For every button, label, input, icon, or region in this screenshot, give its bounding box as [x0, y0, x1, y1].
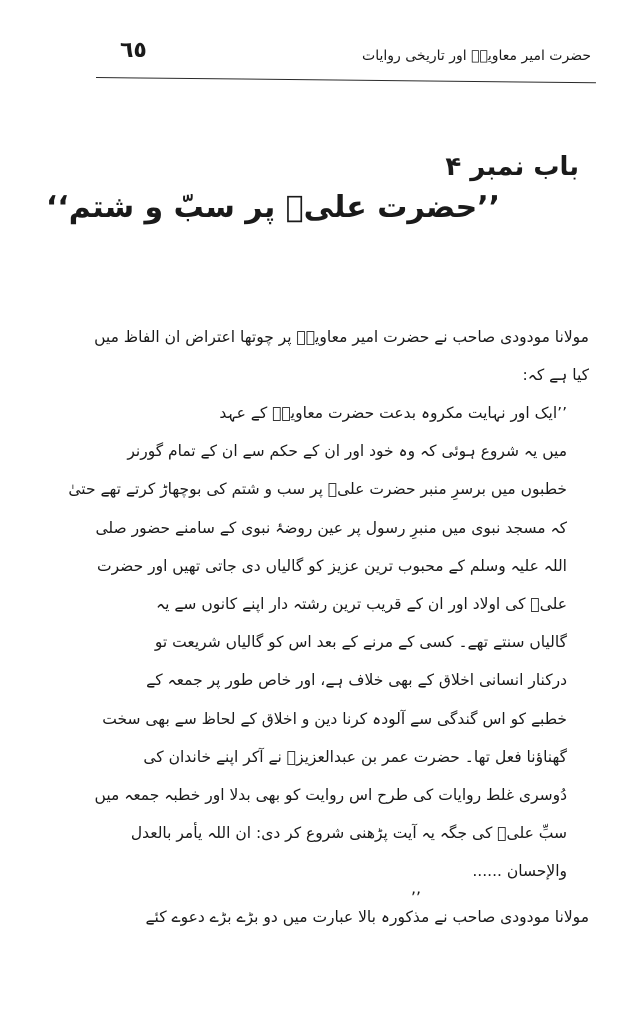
quote-line: سبِّ علیؓ کی جگہ یہ آیت پڑھنی شروع کر دی: ان اللہ یأمر بالعدل	[130, 824, 567, 843]
header-rule	[96, 77, 596, 83]
chapter-number: باب نمبر ۴	[445, 152, 579, 182]
quote-line: خطبے کو اس گندگی سے آلودہ کرنا دین و اخلاق کے لحاظ سے بھی سخت	[102, 709, 567, 728]
quote-line: گالیاں سنتے تھے۔ کسی کے مرنے کے بعد اس کو گالیاں شریعت تو	[154, 633, 567, 652]
quote-line: کہ مسجد نبوی میں منبرِ رسول پر عین روضۂ نبوی کے سامنے حضور صلی	[95, 518, 567, 537]
quote-line: گھناؤنا فعل تھا۔ حضرت عمر بن عبدالعزیزؒ نے آکر اپنے خاندان کی	[143, 747, 567, 766]
quote-line: علیؓ کی اولاد اور ان کے قریب ترین رشتہ دار اپنے کانوں سے یہ	[156, 595, 567, 614]
intro-paragraph	[33, 318, 589, 394]
chapter-title: ’’حضرت علیؓ پر سبّ و شتم‘‘	[46, 190, 500, 225]
quote-line: خطبوں میں برسرِ منبر حضرت علیؓ پر سب و شتم کی بوچھاڑ کرتے تھے حتیٰ	[68, 480, 567, 499]
quote-line: دُوسری غلط روایات کی طرح اس روایت کو بھی بدلا اور خطبہ جمعہ میں	[94, 786, 567, 805]
quote-line: والإحسان ......	[472, 862, 567, 881]
quote-line: درکنار انسانی اخلاق کے بھی خلاف ہے، اور خاص طور پر جمعہ کے	[146, 671, 567, 690]
running-header: حضرت امیر معاویہؓ اور تاریخی روایات	[362, 48, 591, 64]
intro-line: مولانا مودودی صاحب نے حضرت امیر معاویہؓ پر چوتھا اعتراض ان الفاظ میں	[94, 328, 589, 346]
outro-paragraph: مولانا مودودی صاحب نے مذکورہ بالا عبارت میں دو بڑے بڑے دعوے کئے	[145, 908, 589, 926]
closing-quote-mark: ’’	[410, 888, 421, 907]
quote-line: میں یہ شروع ہوئی کہ وہ خود اور ان کے حکم سے ان کے تمام گورنر	[127, 442, 567, 461]
page-number: ٦٥	[120, 38, 147, 63]
quote-line: اللہ علیہ وسلم کے محبوب ترین عزیز کو گالیاں دی جاتی تھیں اور حضرت	[97, 556, 567, 575]
block-quote	[68, 394, 567, 891]
quote-line: ’’ایک اور نہایت مکروہ بدعت حضرت معاویہؓ کے عہد	[219, 404, 567, 422]
intro-line: کیا ہے کہ:	[522, 366, 589, 384]
